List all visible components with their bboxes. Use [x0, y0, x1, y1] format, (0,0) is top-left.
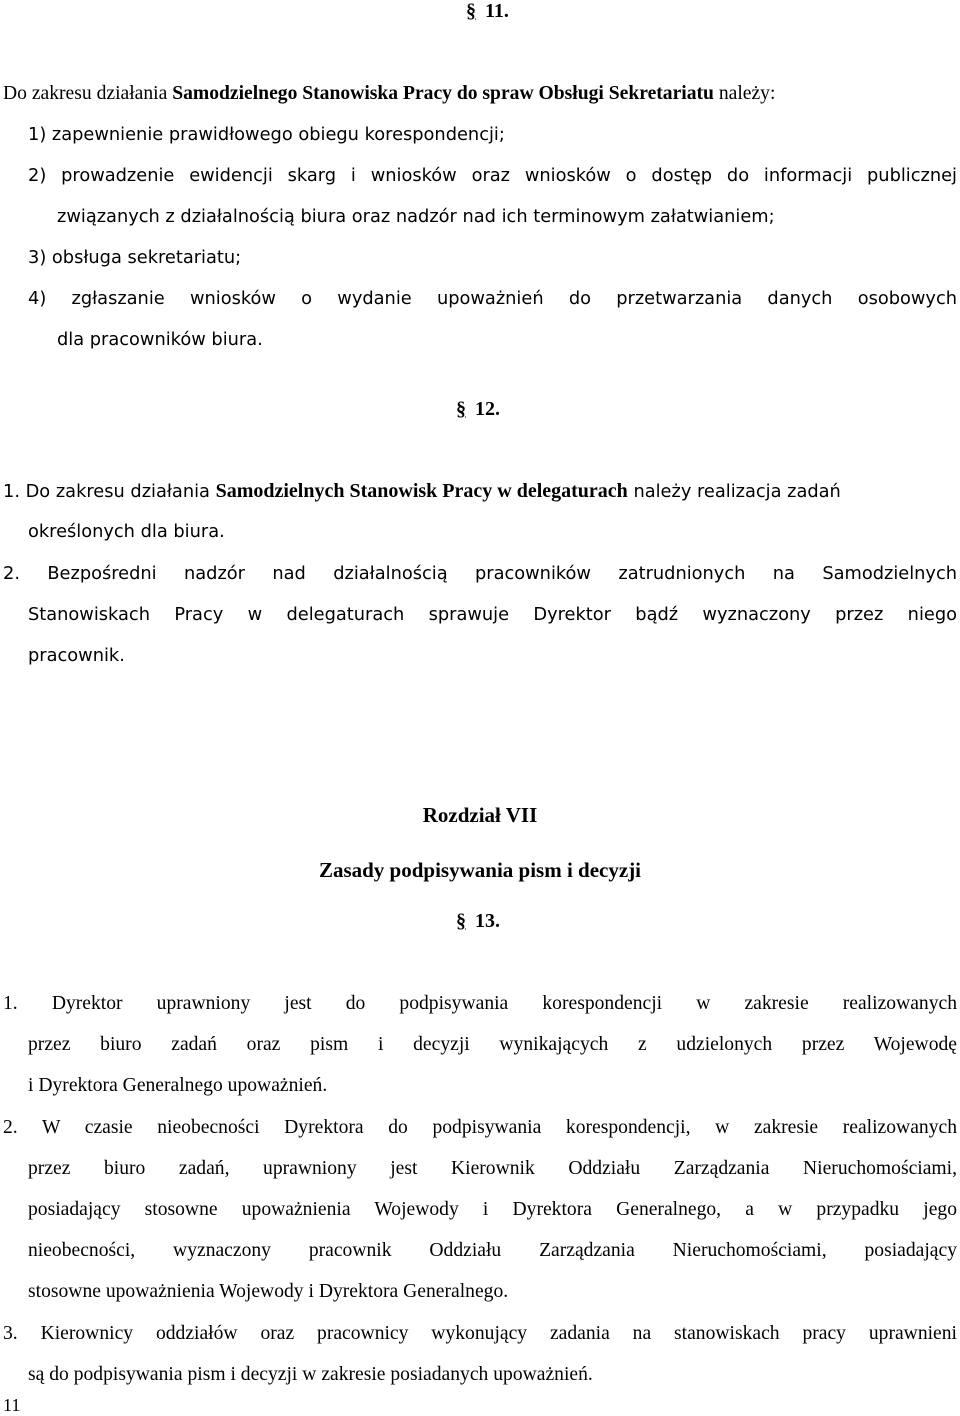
paragraph-13-1-line-1: 1. Dyrektor uprawniony jest do podpisywania korespondencji w zakresie realizowanych [3, 993, 957, 1014]
paragraph-13-2-line-4: nieobecności, wyznaczony pracownik Oddziału Zarządzania Nieruchomościami, posiadający [28, 1240, 957, 1261]
section-sign: § [456, 910, 466, 932]
paragraph-12-2-line-1: 2. Bezpośredni nadzór nad działalnością pracowników zatrudnionych na Samodzielnych [3, 563, 957, 584]
intro-bold-text: Samodzielnego Stanowiska Pracy do spraw Obsługi Sekretariatu [172, 83, 714, 104]
paragraph-13-1-line-2: przez biuro zadań oraz pism i decyzji wynikających z udzielonych przez Wojewodę [28, 1034, 957, 1055]
list-item-1: 1) zapewnienie prawidłowego obiegu korespondencji; [28, 124, 505, 145]
list-item-2-line-2: związanych z działalnością biura oraz nadzór nad ich terminowym załatwianiem; [57, 206, 775, 227]
list-item-4-line-1: 4) zgłaszanie wniosków o wydanie upoważnień do przetwarzania danych osobowych [28, 288, 957, 309]
paragraph-13-2-line-1: 2. W czasie nieobecności Dyrektora do podpisywania korespondencji, w zakresie realizowanych [3, 1117, 957, 1138]
paragraph-13-1-line-3: i Dyrektora Generalnego upoważnień. [28, 1075, 328, 1096]
paragraph-11-intro [3, 82, 775, 106]
list-item-3: 3) obsługa sekretariatu; [28, 247, 242, 268]
paragraph-12-1-line-2: określonych dla biura. [28, 521, 225, 542]
section-number: 13. [475, 910, 500, 932]
p12-1-bold: Samodzielnych Stanowisk Pracy w delegaturach [215, 480, 628, 502]
p12-1-post: należy realizacja zadań [627, 481, 841, 502]
intro-text: Do zakresu działania [3, 83, 173, 104]
paragraph-13-2-line-5: stosowne upoważnienia Wojewody i Dyrektora Generalnego. [28, 1281, 509, 1302]
section-sign: § [466, 0, 476, 22]
section-12-heading [456, 396, 500, 422]
paragraph-13-2-line-3: posiadający stosowne upoważnienia Wojewody i Dyrektora Generalnego, a w przypadku jego [28, 1199, 957, 1220]
section-11-heading [466, 0, 509, 24]
section-sign: § [456, 398, 466, 420]
p12-1-pre: 1. Do zakresu działania [3, 481, 216, 502]
page-number: 11 [3, 1395, 21, 1415]
chapter-number: Rozdział VII [422, 803, 538, 827]
list-item-2-line-1: 2) prowadzenie ewidencji skarg i wniosków oraz wniosków o dostęp do informacji publicznej [28, 165, 957, 186]
paragraph-13-3-line-2: są do podpisywania pism i decyzji w zakresie posiadanych upoważnień. [28, 1364, 593, 1385]
list-item-4-line-2: dla pracowników biura. [57, 329, 263, 350]
chapter-title: Zasady podpisywania pism i decyzji [318, 858, 642, 882]
section-13-heading [456, 908, 500, 934]
intro-post-text: należy: [713, 83, 776, 104]
section-number: 12. [475, 398, 500, 420]
section-number: 11. [485, 0, 509, 22]
paragraph-13-2-line-2: przez biuro zadań, uprawniony jest Kierownik Oddziału Zarządzania Nieruchomościami, [28, 1158, 957, 1179]
paragraph-12-2-line-2: Stanowiskach Pracy w delegaturach sprawuje Dyrektor bądź wyznaczony przez niego [28, 604, 957, 625]
paragraph-12-1-line-1 [3, 479, 841, 504]
paragraph-12-2-line-3: pracownik. [28, 645, 125, 666]
paragraph-13-3-line-1: 3. Kierownicy oddziałów oraz pracownicy wykonujący zadania na stanowiskach pracy uprawnieni [3, 1323, 957, 1344]
